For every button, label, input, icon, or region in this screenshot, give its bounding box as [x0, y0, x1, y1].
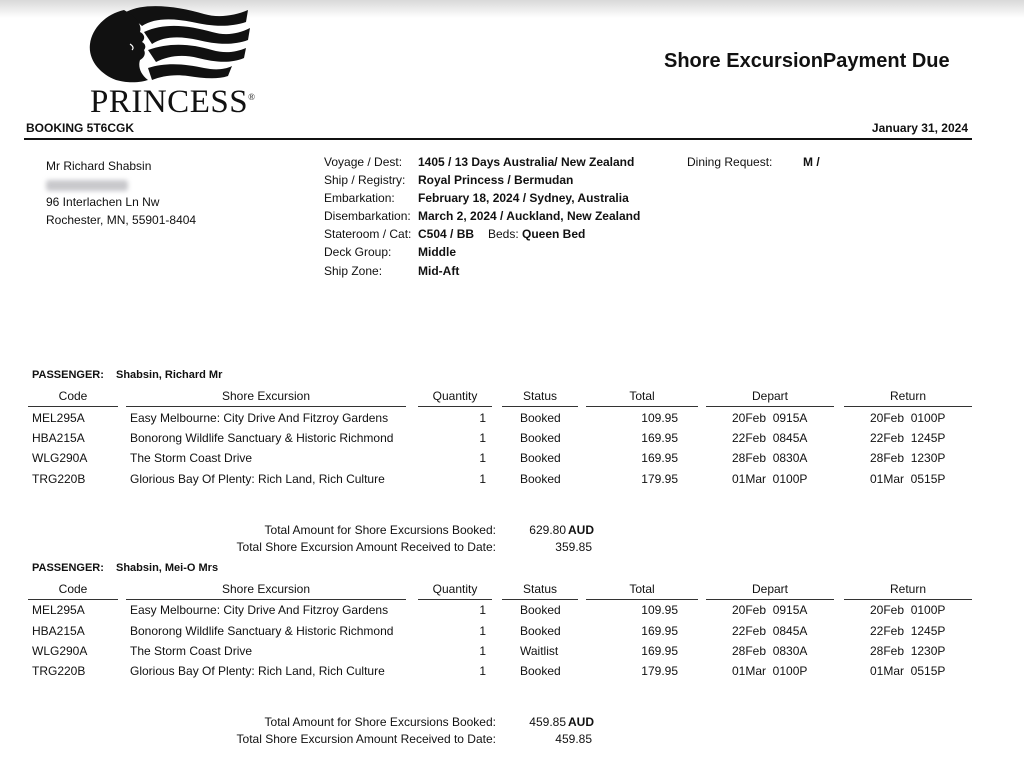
cell-status: Booked: [520, 603, 561, 617]
cell-code: HBA215A: [32, 624, 85, 638]
cell-total: 169.95: [641, 451, 678, 465]
ship-zone-value: Mid-Aft: [418, 264, 460, 278]
princess-seawitch-logo-icon: [86, 4, 256, 86]
header-divider: [24, 138, 972, 140]
document-date: January 31, 2024: [871, 121, 968, 135]
dining-label: Dining Request:: [687, 155, 773, 169]
currency: AUD: [568, 715, 594, 729]
cell-quantity: 1: [479, 431, 486, 445]
ship-value: Royal Princess / Bermudan: [418, 173, 574, 187]
cell-status: Booked: [520, 624, 561, 638]
col-header-quantity: Quantity: [432, 582, 478, 596]
cell-total: 109.95: [641, 411, 678, 425]
cell-return: 20Feb 0100P: [870, 603, 946, 617]
passenger-label: PASSENGER:: [32, 562, 104, 574]
currency: AUD: [568, 523, 594, 537]
cell-depart: 28Feb 0830A: [732, 644, 808, 658]
cell-excursion: The Storm Coast Drive: [130, 644, 253, 658]
cell-total: 179.95: [641, 664, 678, 678]
voyage-value: 1405 / 13 Days Australia/ New Zealand: [418, 155, 635, 169]
cell-code: TRG220B: [32, 472, 86, 486]
cell-quantity: 1: [479, 603, 486, 617]
col-rule: [28, 406, 118, 407]
document-title: Shore ExcursionPayment Due: [664, 50, 950, 72]
deck-group-value: Middle: [418, 245, 456, 259]
cell-excursion: Bonorong Wildlife Sanctuary & Historic Richmond: [130, 624, 394, 638]
booking-number: BOOKING 5T6CGK: [26, 121, 135, 135]
cell-code: WLG290A: [32, 451, 88, 465]
voyage-label: Voyage / Dest:: [324, 155, 403, 169]
cell-return: 22Feb 1245P: [870, 624, 946, 638]
col-rule: [706, 599, 834, 600]
col-rule: [126, 406, 406, 407]
col-header-total: Total: [629, 582, 655, 596]
col-header-status: Status: [522, 582, 558, 596]
stateroom-value: C504 / BB: [418, 227, 475, 241]
cell-return: 01Mar 0515P: [870, 664, 946, 678]
col-header-quantity: Quantity: [432, 389, 478, 403]
cell-quantity: 1: [479, 664, 486, 678]
cell-excursion: The Storm Coast Drive: [130, 451, 253, 465]
cell-excursion: Easy Melbourne: City Drive And Fitzroy Gardens: [130, 603, 389, 617]
received-amount: 459.85: [555, 732, 592, 746]
cell-total: 169.95: [641, 431, 678, 445]
cell-code: TRG220B: [32, 664, 86, 678]
cell-code: WLG290A: [32, 644, 88, 658]
cell-quantity: 1: [479, 644, 486, 658]
address-street: 96 Interlachen Ln Nw: [46, 195, 160, 209]
total-booked-label: Total Amount for Shore Excursions Booked:: [264, 715, 496, 729]
col-rule: [586, 406, 698, 407]
cell-status: Booked: [520, 664, 561, 678]
address-city: Rochester, MN, 55901-8404: [46, 213, 197, 227]
redacted-line: [46, 180, 128, 191]
cell-depart: 22Feb 0845A: [732, 431, 808, 445]
cell-return: 01Mar 0515P: [870, 472, 946, 486]
col-header-excursion: Shore Excursion: [221, 582, 311, 596]
cell-quantity: 1: [479, 411, 486, 425]
col-header-code: Code: [58, 582, 88, 596]
received-label: Total Shore Excursion Amount Received to Date:: [236, 732, 496, 746]
cell-code: MEL295A: [32, 411, 85, 425]
cell-return: 22Feb 1245P: [870, 431, 946, 445]
cell-return: 28Feb 1230P: [870, 644, 946, 658]
cell-excursion: Glorious Bay Of Plenty: Rich Land, Rich Culture: [130, 472, 385, 486]
cell-quantity: 1: [479, 451, 486, 465]
cell-depart: 01Mar 0100P: [732, 664, 808, 678]
cell-depart: 28Feb 0830A: [732, 451, 808, 465]
passenger-name: Shabsin, Richard Mr: [116, 369, 223, 381]
col-rule: [586, 599, 698, 600]
cell-depart: 20Feb 0915A: [732, 411, 808, 425]
disembarkation-value: March 2, 2024 / Auckland, New Zealand: [418, 209, 641, 223]
cell-quantity: 1: [479, 472, 486, 486]
col-rule: [28, 599, 118, 600]
col-header-total: Total: [629, 389, 655, 403]
recipient-name: Mr Richard Shabsin: [46, 159, 152, 173]
cell-excursion: Bonorong Wildlife Sanctuary & Historic Richmond: [130, 431, 394, 445]
cell-return: 20Feb 0100P: [870, 411, 946, 425]
cell-return: 28Feb 1230P: [870, 451, 946, 465]
cell-excursion: Glorious Bay Of Plenty: Rich Land, Rich Culture: [130, 664, 385, 678]
brand-wordmark: PRINCESS®: [90, 84, 256, 120]
total-booked-amount: 459.85: [529, 715, 566, 729]
col-rule: [844, 406, 972, 407]
col-header-code: Code: [58, 389, 88, 403]
cell-status: Booked: [520, 411, 561, 425]
col-header-return: Return: [889, 389, 927, 403]
cell-status: Waitlist: [520, 644, 559, 658]
cell-depart: 20Feb 0915A: [732, 603, 808, 617]
cell-total: 169.95: [641, 624, 678, 638]
disembarkation-label: Disembarkation:: [324, 209, 411, 223]
deck-group-label: Deck Group:: [324, 245, 392, 259]
cell-total: 109.95: [641, 603, 678, 617]
col-rule: [418, 406, 492, 407]
cell-depart: 01Mar 0100P: [732, 472, 808, 486]
col-header-return: Return: [889, 582, 927, 596]
passenger-name: Shabsin, Mei-O Mrs: [116, 562, 219, 574]
cell-status: Booked: [520, 451, 561, 465]
col-rule: [126, 599, 406, 600]
col-header-excursion: Shore Excursion: [221, 389, 311, 403]
beds-label: Beds:: [488, 227, 519, 241]
cell-code: HBA215A: [32, 431, 85, 445]
cell-total: 179.95: [641, 472, 678, 486]
col-rule: [706, 406, 834, 407]
embarkation-label: Embarkation:: [324, 191, 395, 205]
cell-status: Booked: [520, 472, 561, 486]
col-rule: [418, 599, 492, 600]
stateroom-label: Stateroom / Cat:: [324, 227, 412, 241]
cell-quantity: 1: [479, 624, 486, 638]
received-label: Total Shore Excursion Amount Received to Date:: [236, 540, 496, 554]
dining-value: M /: [803, 155, 820, 169]
cell-code: MEL295A: [32, 603, 85, 617]
col-rule: [502, 406, 578, 407]
col-rule: [844, 599, 972, 600]
col-header-depart: Depart: [751, 389, 789, 403]
beds-value: Queen Bed: [522, 227, 586, 241]
total-booked-amount: 629.80: [529, 523, 566, 537]
cell-depart: 22Feb 0845A: [732, 624, 808, 638]
cell-excursion: Easy Melbourne: City Drive And Fitzroy Gardens: [130, 411, 389, 425]
passenger-label: PASSENGER:: [32, 369, 104, 381]
ship-label: Ship / Registry:: [324, 173, 406, 187]
col-rule: [502, 599, 578, 600]
total-booked-label: Total Amount for Shore Excursions Booked:: [264, 523, 496, 537]
cell-total: 169.95: [641, 644, 678, 658]
col-header-status: Status: [522, 389, 558, 403]
col-header-depart: Depart: [751, 582, 789, 596]
ship-zone-label: Ship Zone:: [324, 264, 383, 278]
embarkation-value: February 18, 2024 / Sydney, Australia: [418, 191, 629, 205]
received-amount: 359.85: [555, 540, 592, 554]
cell-status: Booked: [520, 431, 561, 445]
